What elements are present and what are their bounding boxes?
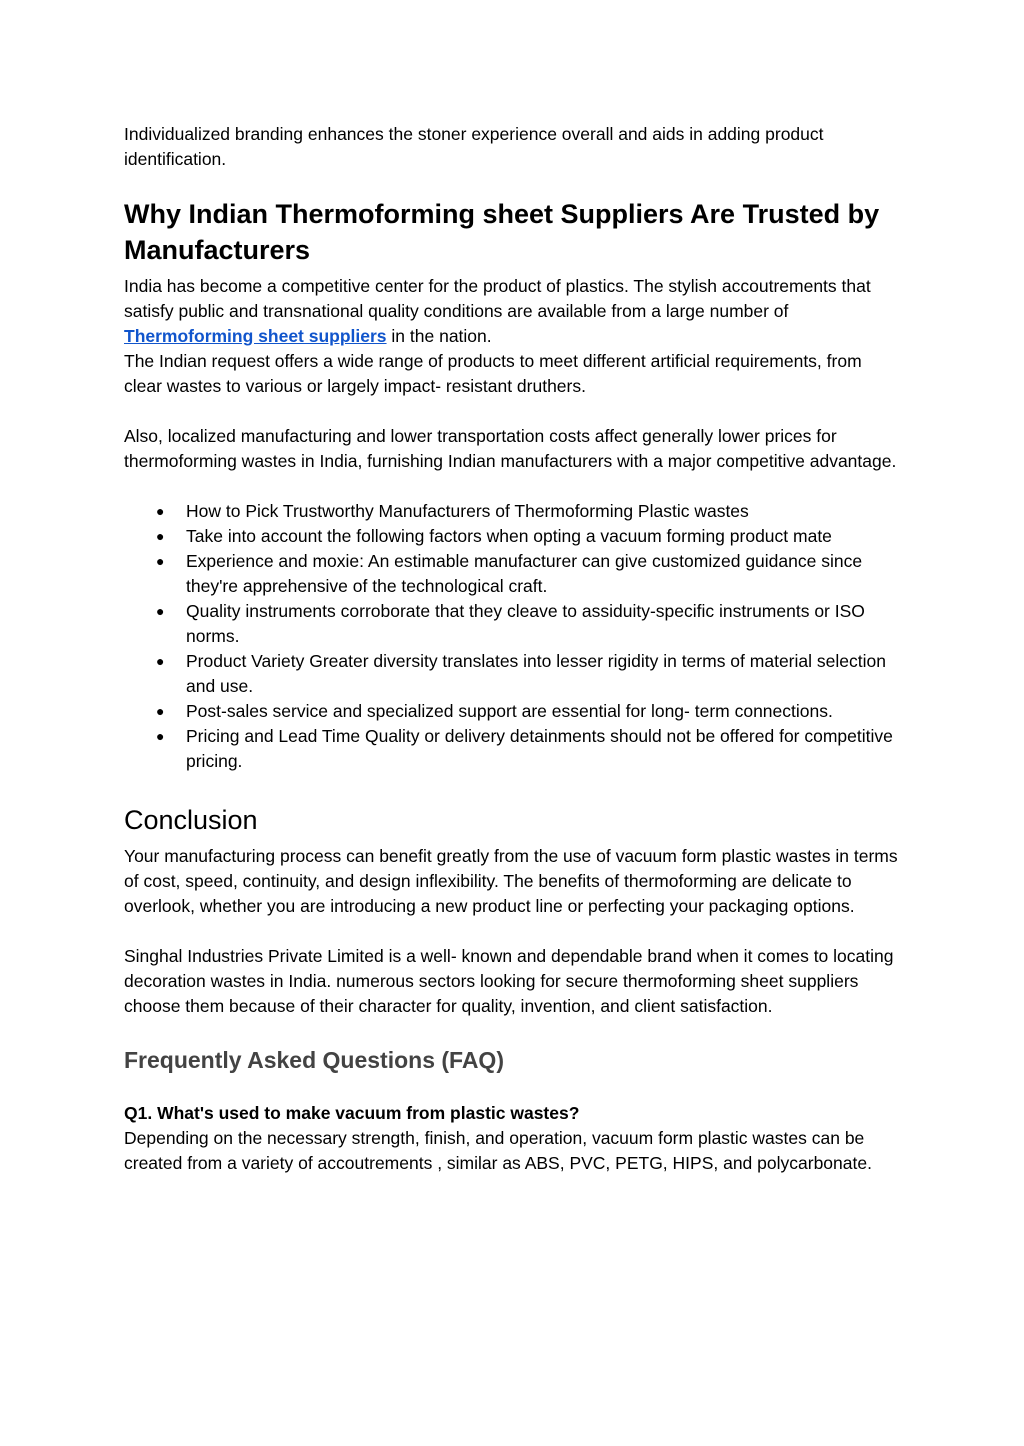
bullet-icon: ● <box>156 553 165 569</box>
faq-answer-1: Depending on the necessary strength, finish, and operation, vacuum form plastic wastes can be created from a variety of accoutrements , similar as ABS, PVC, PETG, HIPS, and polycarbonate. <box>124 1128 872 1173</box>
factors-bullet-list <box>124 499 904 774</box>
list-item-text: Product Variety Greater diversity translates into lesser rigidity in terms of material selection and use. <box>186 651 886 696</box>
list-item-text: Take into account the following factors when opting a vacuum forming product mate <box>186 526 832 546</box>
intro-paragraph: Individualized branding enhances the stoner experience overall and aids in adding product identification. <box>124 124 824 169</box>
bullet-icon: ● <box>156 528 165 544</box>
bullet-icon: ● <box>156 703 165 719</box>
paragraph-india-center-text: India has become a competitive center for the product of plastics. The stylish accoutrements that satisfy public and transnational quality conditions are available from a large number of <box>124 276 871 321</box>
list-item-text: Quality instruments corroborate that they cleave to assiduity-specific instruments or ISO norms. <box>186 601 865 646</box>
list-item <box>124 649 904 699</box>
list-item-text: Experience and moxie: An estimable manufacturer can give customized guidance since they're apprehensive of the technological craft. <box>186 551 863 596</box>
paragraph-indian-request: The Indian request offers a wide range of products to meet different artificial requirements, from clear wastes to various or largely impact- resistant druthers. <box>124 351 862 396</box>
list-item <box>124 724 904 774</box>
heading-why-indian-suppliers: Why Indian Thermoforming sheet Suppliers Are Trusted by Manufacturers <box>124 199 880 265</box>
bullet-icon: ● <box>156 653 165 669</box>
faq-question-1: Q1. What's used to make vacuum from plastic wastes? <box>124 1103 580 1123</box>
list-item <box>124 599 904 649</box>
list-item-text: Pricing and Lead Time Quality or delivery detainments should not be offered for competitive pricing. <box>186 726 893 771</box>
list-item-text: How to Pick Trustworthy Manufacturers of Thermoforming Plastic wastes <box>186 501 749 521</box>
bullet-icon: ● <box>156 728 165 744</box>
list-item-text: Post-sales service and specialized support are essential for long- term connections. <box>186 701 833 721</box>
list-item <box>124 499 904 524</box>
bullet-icon: ● <box>156 603 165 619</box>
bullet-icon: ● <box>156 503 165 519</box>
heading-faq: Frequently Asked Questions (FAQ) <box>124 1047 504 1073</box>
paragraph-singhal-industries: Singhal Industries Private Limited is a well- known and dependable brand when it comes to locating decoration wastes in India. numerous sectors looking for secure thermoforming sheet suppliers choose them because of their character for quality, invention, and client satisfaction. <box>124 946 894 1016</box>
document-page <box>124 122 904 1176</box>
heading-conclusion: Conclusion <box>124 805 258 835</box>
list-item <box>124 699 904 724</box>
paragraph-localized-manufacturing: Also, localized manufacturing and lower transportation costs affect generally lower prices for thermoforming wastes in India, furnishing Indian manufacturers with a major competitive advantage. <box>124 426 897 471</box>
list-item <box>124 524 904 549</box>
paragraph-india-center <box>124 274 904 349</box>
paragraph-conclusion-benefits: Your manufacturing process can benefit greatly from the use of vacuum form plastic wastes in terms of cost, speed, continuity, and design inflexibility. The benefits of thermoforming are delicate to overlook, whether you are introducing a new product line or perfecting your packaging options. <box>124 846 898 916</box>
list-item <box>124 549 904 599</box>
thermoforming-suppliers-link[interactable]: Thermoforming sheet suppliers <box>124 326 387 346</box>
paragraph-india-center-tail: in the nation. <box>386 326 492 346</box>
